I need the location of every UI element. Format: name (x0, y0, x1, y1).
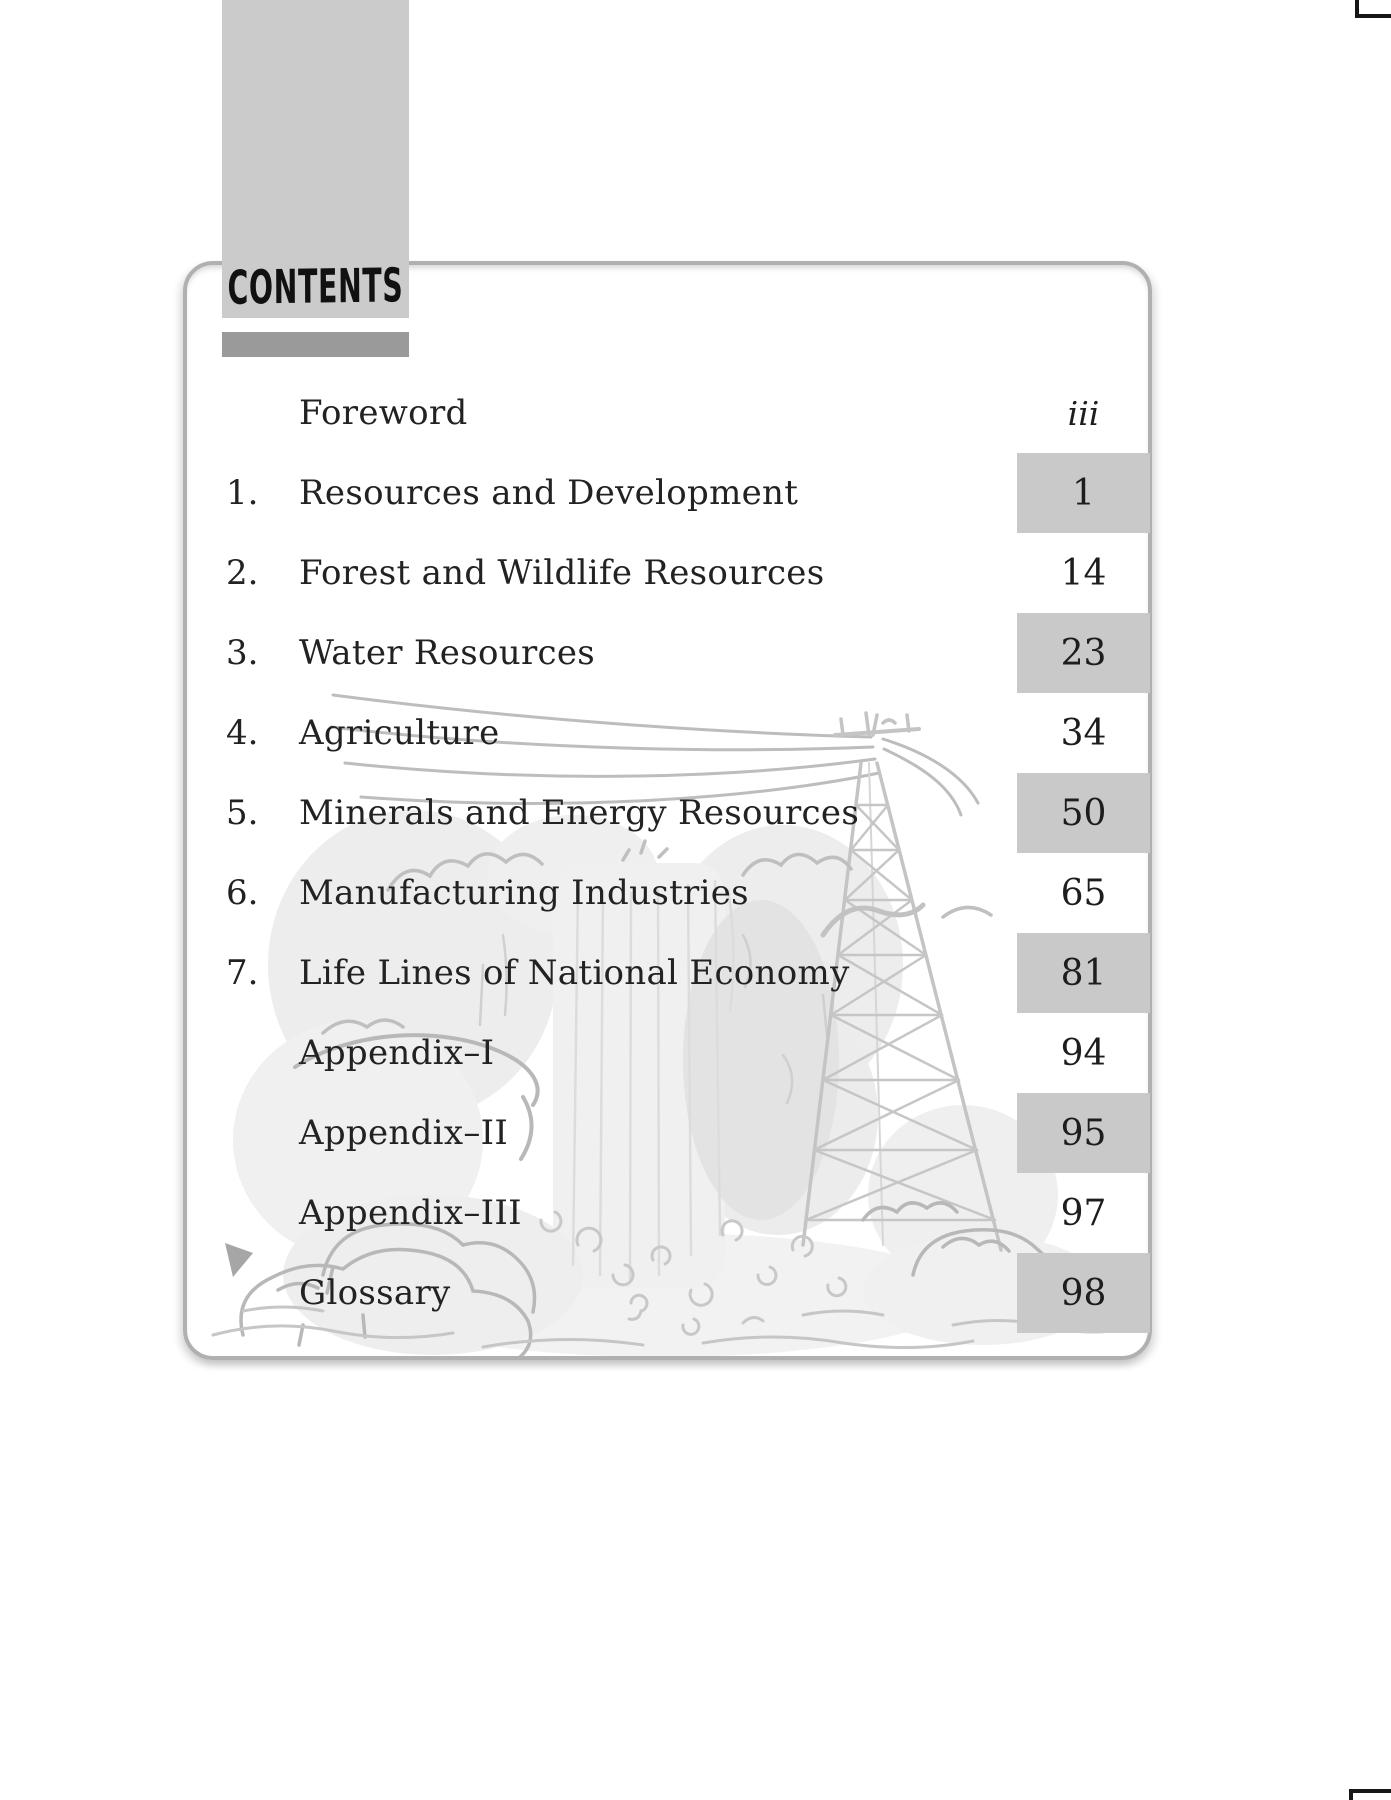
toc-list (226, 373, 1150, 1333)
chapter-number: 3. (226, 633, 259, 673)
chapter-number: 6. (226, 873, 259, 913)
chapter-number: 5. (226, 793, 259, 833)
banner-underline-bar (222, 332, 409, 357)
page-number-shaded: 23 (1017, 613, 1150, 693)
chapter-number: 1. (226, 473, 259, 513)
chapter-title: Appendix–III (299, 1193, 522, 1233)
chapter-title: Resources and Development (299, 473, 799, 513)
page-number: 14 (1060, 552, 1107, 594)
page-number-shaded: 50 (1017, 773, 1150, 853)
chapter-title: Minerals and Energy Resources (299, 793, 860, 833)
page-number: iii (1067, 393, 1100, 433)
page-number-shaded: 81 (1017, 933, 1150, 1013)
toc-row (226, 1173, 1150, 1253)
chapter-number: 2. (226, 553, 259, 593)
chapter-title: Water Resources (299, 633, 596, 673)
page-number: 94 (1060, 1032, 1107, 1074)
toc-row (226, 453, 1150, 533)
toc-row (226, 1013, 1150, 1093)
chapter-title: Manufacturing Industries (299, 873, 749, 913)
toc-row (226, 613, 1150, 693)
chapter-title: Forest and Wildlife Resources (299, 553, 825, 593)
page-number: 97 (1060, 1192, 1107, 1234)
page-title: CONTENTS (227, 257, 404, 316)
chapter-title: Glossary (299, 1273, 451, 1313)
toc-row (226, 373, 1150, 453)
chapter-title: Life Lines of National Economy (299, 953, 850, 993)
chapter-title: Foreword (299, 393, 468, 433)
chapter-number: 4. (226, 713, 259, 753)
page-number-shaded: 95 (1017, 1093, 1150, 1173)
page-number: 65 (1060, 872, 1107, 914)
toc-row (226, 533, 1150, 613)
chapter-title: Agriculture (299, 713, 500, 753)
toc-row (226, 853, 1150, 933)
chapter-title: Appendix–I (299, 1033, 495, 1073)
toc-row (226, 693, 1150, 773)
contents-banner (222, 0, 409, 318)
page-number-shaded: 98 (1017, 1253, 1150, 1333)
page-number-shaded: 1 (1017, 453, 1150, 533)
chapter-title: Appendix–II (299, 1113, 509, 1153)
toc-row (226, 773, 1150, 853)
toc-row (226, 1093, 1150, 1173)
toc-row (226, 1253, 1150, 1333)
toc-row (226, 933, 1150, 1013)
page-corner-mark-bottom (1349, 1789, 1391, 1800)
page-corner-mark-top (1355, 0, 1391, 18)
chapter-number: 7. (226, 953, 259, 993)
page-number: 34 (1060, 712, 1107, 754)
